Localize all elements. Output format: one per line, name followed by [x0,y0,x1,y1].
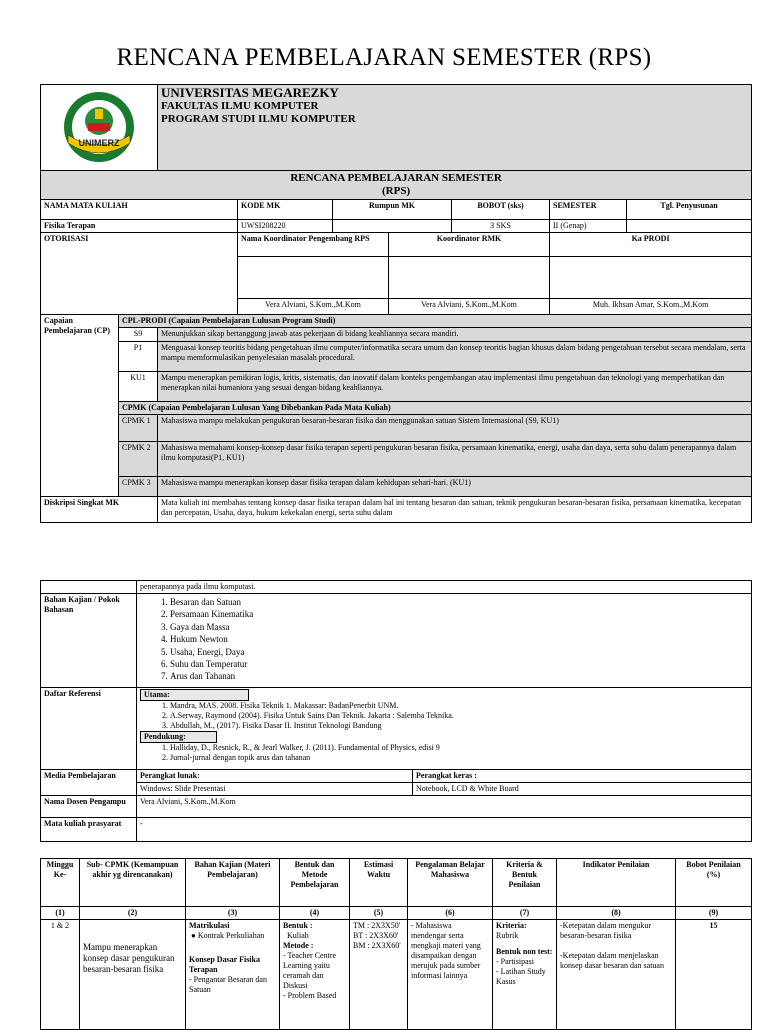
reference-item: 1. Halliday, D., Resnick, R., & Jearl Walker, J. (2011). Fundamental of Physics, edisi 9 [170,743,748,753]
col-nama-mk: NAMA MATA KULIAH [41,200,238,220]
cpmk-text: Mahasiswa mampu menerapkan konsep dasar fisika terapan dalam kehidupan sehari-hari. (KU1) [158,477,752,497]
nontest-item: - Partisipasi [496,957,534,966]
deskripsi-label: Diskripsi Singkat MK [41,497,158,523]
col-bobot: BOBOT (sks) [452,200,550,220]
university-logo-icon [62,87,136,167]
indikator-item: -Ketepatan dalam menjelaskan konsep dasar besaran dan satuan [560,951,664,970]
cpl-text: Mampu menerapkan pemikiran logis, kritis, sistematis, dan inovatif dalam konteks pengembangan atau implementasi ilmu pengetahuan dan teknologi yang memperhatikan dan menerapkan nilai humaniora yang sesuai dengan bidang keahliannya. [158,372,752,402]
list-item: 5. Usaha, Energi, Daya [170,646,748,658]
course-semester: II (Genap) [550,220,627,233]
header-bobot: Bobot Penilaian (%) [676,859,752,907]
sub-cpmk-text: Mampu menerapkan konsep dasar pengukuran besaran-besaran fisika [80,920,186,1030]
bullet-icon: ● [191,931,196,940]
header-sub-cpmk: Sub- CPMK (Kemampuan akhir yg direncanakan) [80,859,186,907]
deskripsi-continued: penerapannya pada ilmu komputasi. [137,581,752,594]
bobot-value: 15 [676,920,752,1030]
col-rumpun-mk: Rumpun MK [333,200,452,220]
cpmk-code: CPMK 2 [119,442,158,477]
header-minggu: Minggu Ke- [41,859,80,907]
bahan-title: Matrikulasi [189,921,230,930]
pendukung-label: Pendukung: [140,731,217,743]
cpl-code: KU1 [119,372,158,402]
col-kode-mk: KODE MK [238,200,333,220]
rps-main-table [40,84,752,523]
column-number: (4) [280,907,350,920]
utama-label: Utama: [140,689,249,701]
section-title: RENCANA PEMBELAJARAN SEMESTER [290,172,502,184]
logo-label: UNIMERZ [78,138,120,148]
reference-item: 2. A.Serway, Raymond (2004). Fisika Untuk Sains Dan Teknik. Jakarta : Salemba Teknika. [170,711,748,721]
header-estimasi: Estimasi Waktu [350,859,408,907]
header-bahan-kajian: Bahan Kajian (Materi Pembelajaran) [186,859,280,907]
list-item: 3. Gaya dan Massa [170,621,748,633]
header-indikator: Indikator Penilaian [557,859,676,907]
prasyarat-value: - [137,818,752,842]
course-rumpun [333,220,452,233]
section-subtitle: (RPS) [382,185,411,197]
list-item: 1. Besaran dan Satuan [170,596,748,608]
cpl-text: Menguasai konsep teoritis bidang pengetahuan ilmu computer/informatika secara umum dan konsep teoritis bagian khusus dalam bidang pengetahuan tersebut secara mendalam, serta mampu memformulasikan penyelesaian masalah procedural. [158,342,752,372]
university-name: UNIVERSITAS MEGAREZKY [161,85,339,100]
cpmk-text: Mahasiswa memahami konsep-konsep dasar fisika terapan seperti pengukuran besaran fisika, persamaan kinematika, energi, usaha dan daya, serta suhu dalam penerapannya dalam ilmu komputasi(P1, KU1) [158,442,752,477]
course-code: UWSI208220 [238,220,333,233]
cpmk-code: CPMK 1 [119,415,158,442]
list-item: 6. Suhu dan Temperatur [170,658,748,670]
cpl-code: S9 [119,328,158,342]
bahan-title-2: Konsep Dasar Fisika Terapan [189,955,260,974]
metode-item: - Problem Based [283,991,337,1000]
dosen-label: Nama Dosen Pengampu [41,796,137,818]
header-bentuk-metode: Bentuk dan Metode Pembelajaran [280,859,350,907]
cpl-text: Menunjukkan sikap bertanggung jawab atas pekerjaan di bidang keahliannya secara mandiri. [158,328,752,342]
column-number: (7) [493,907,557,920]
software-label: Perangkat lunak: [137,770,413,783]
column-number: (2) [80,907,186,920]
hardware-value: Notebook, LCD & White Board [413,783,752,796]
column-number: (8) [557,907,676,920]
koordinator-name: Vera Alviani, S.Kom.,M.Kom [238,299,389,315]
cpl-heading: CPL-PRODI (Capaian Pembelajaran Lulusan Program Studi) [119,315,752,328]
column-number: (1) [41,907,80,920]
nontest-item: - Latihan Study Kasus [496,967,546,986]
metode-item: - Teacher Centre Learning yaitu ceramah dan Diskusi [283,951,337,990]
reference-item: 3. Abdullah, M., (2017). Fisika Dasar II. Institut Teknologi Bandung [170,721,748,731]
rmk-name: Vera Alviani, S.Kom.,M.Kom [389,299,550,315]
reference-item: 1. Mandra, MAS. 2008. Fisika Teknik 1. Makassar: BadanPenerbit UNM. [170,701,748,711]
dosen-value: Vera Alviani, S.Kom.,M.Kom [137,796,752,818]
kaprodi-label: Ka PRODI [550,233,752,257]
list-item: 4. Hukum Newton [170,633,748,645]
metode-label: Metode : [283,941,314,950]
otorisasi-label: OTORISASI [41,233,238,315]
kriteria-value: Rubrik [496,931,519,940]
kaprodi-name: Muh. Ikhsan Amar, S.Kom.,M.Kom [550,299,752,315]
pengalaman-text: - Mahasiswa mendengar serta mengkaji materi yang disampaikan dengan merujuk pada sumber informasi lainnya [408,920,493,1030]
bentuk-value: Kuliah [287,931,309,940]
faculty-name: FAKULTAS ILMU KOMPUTER [161,100,319,112]
kriteria-label: Kriteria: [496,921,527,930]
referensi-label: Daftar Referensi [41,688,137,770]
cpmk-heading: CPMK (Capaian Pembelajaran Lulusan Yang Dibebankan Pada Mata Kuliah) [119,402,752,415]
program-name: PROGRAM STUDI ILMU KOMPUTER [161,113,356,125]
course-sks: 3 SKS [452,220,550,233]
cpmk-text: Mahasiswa mampu melakukan pengukuran besaran-besaran fisika dan menggunakan satuan Sistem Internasional (S9, KU1) [158,415,752,442]
cp-label: Capaian Pembelajaran (CP) [41,315,119,497]
bahan-kajian-list [140,596,748,683]
software-value: Windows: Slide Presentasi [137,783,413,796]
deskripsi-text: Mata kuliah ini membahas tentang konsep dasar fisika terapan dalam hal ini tentang besaran dan satuan, teknik pengukuran besaran-besaran fisika, persamaan kinematika, kecepatan dan percepatan, Usaha, daya, hukum kekekalan energi, serta suhu dalam [158,497,752,523]
week-number: 1 & 2 [41,920,80,1030]
column-number: (3) [186,907,280,920]
reference-item: 2. Jurnal-jurnal dengan topik arus dan tahanan [170,753,748,763]
hardware-label: Perangkat keras : [413,770,752,783]
media-label: Media Pembelajaran [41,770,137,796]
list-item: 7. Arus dan Tahanan [170,670,748,682]
nontest-label: Bentuk non test: [496,947,553,956]
indikator-item: -Ketepatan dalam mengukur besaran-besaran fisika [560,921,652,940]
document-title: RENCANA PEMBELAJARAN SEMESTER (RPS) [116,44,652,71]
course-name: Fisika Terapan [41,220,238,233]
header-pengalaman: Pengalaman Belajar Mahasiswa [408,859,493,907]
col-semester: SEMESTER [550,200,627,220]
bahan-sub: - Pengantar Besaran dan Satuan [189,975,267,994]
logo-cell [41,85,158,171]
prasyarat-label: Mata kuliah prasyarat [41,818,137,842]
header-kriteria: Kriteria & Bentuk Penilaian [493,859,557,907]
weekly-plan-table [40,858,752,1030]
rmk-label: Koordinator RMK [389,233,550,257]
estimasi-waktu: TM : 2X3X50' BT : 2X3X60' BM : 2X3X60' [350,920,408,1030]
column-number: (6) [408,907,493,920]
col-tgl: Tgl. Penyusunan [627,200,752,220]
bahan-kajian-label: Bahan Kajian / Pokok Bahasan [41,594,137,688]
bentuk-label: Bentuk : [283,921,313,930]
column-number: (9) [676,907,752,920]
list-item: 2. Persamaan Kinematika [170,608,748,620]
koordinator-label: Nama Koordinator Pengembang RPS [238,233,389,257]
cpl-code: P1 [119,342,158,372]
column-number: (5) [350,907,408,920]
bahan-bullet: Kontrak Perkuliahan [197,931,265,940]
rps-detail-table [40,580,752,842]
course-tgl [627,220,752,233]
cpmk-code: CPMK 3 [119,477,158,497]
